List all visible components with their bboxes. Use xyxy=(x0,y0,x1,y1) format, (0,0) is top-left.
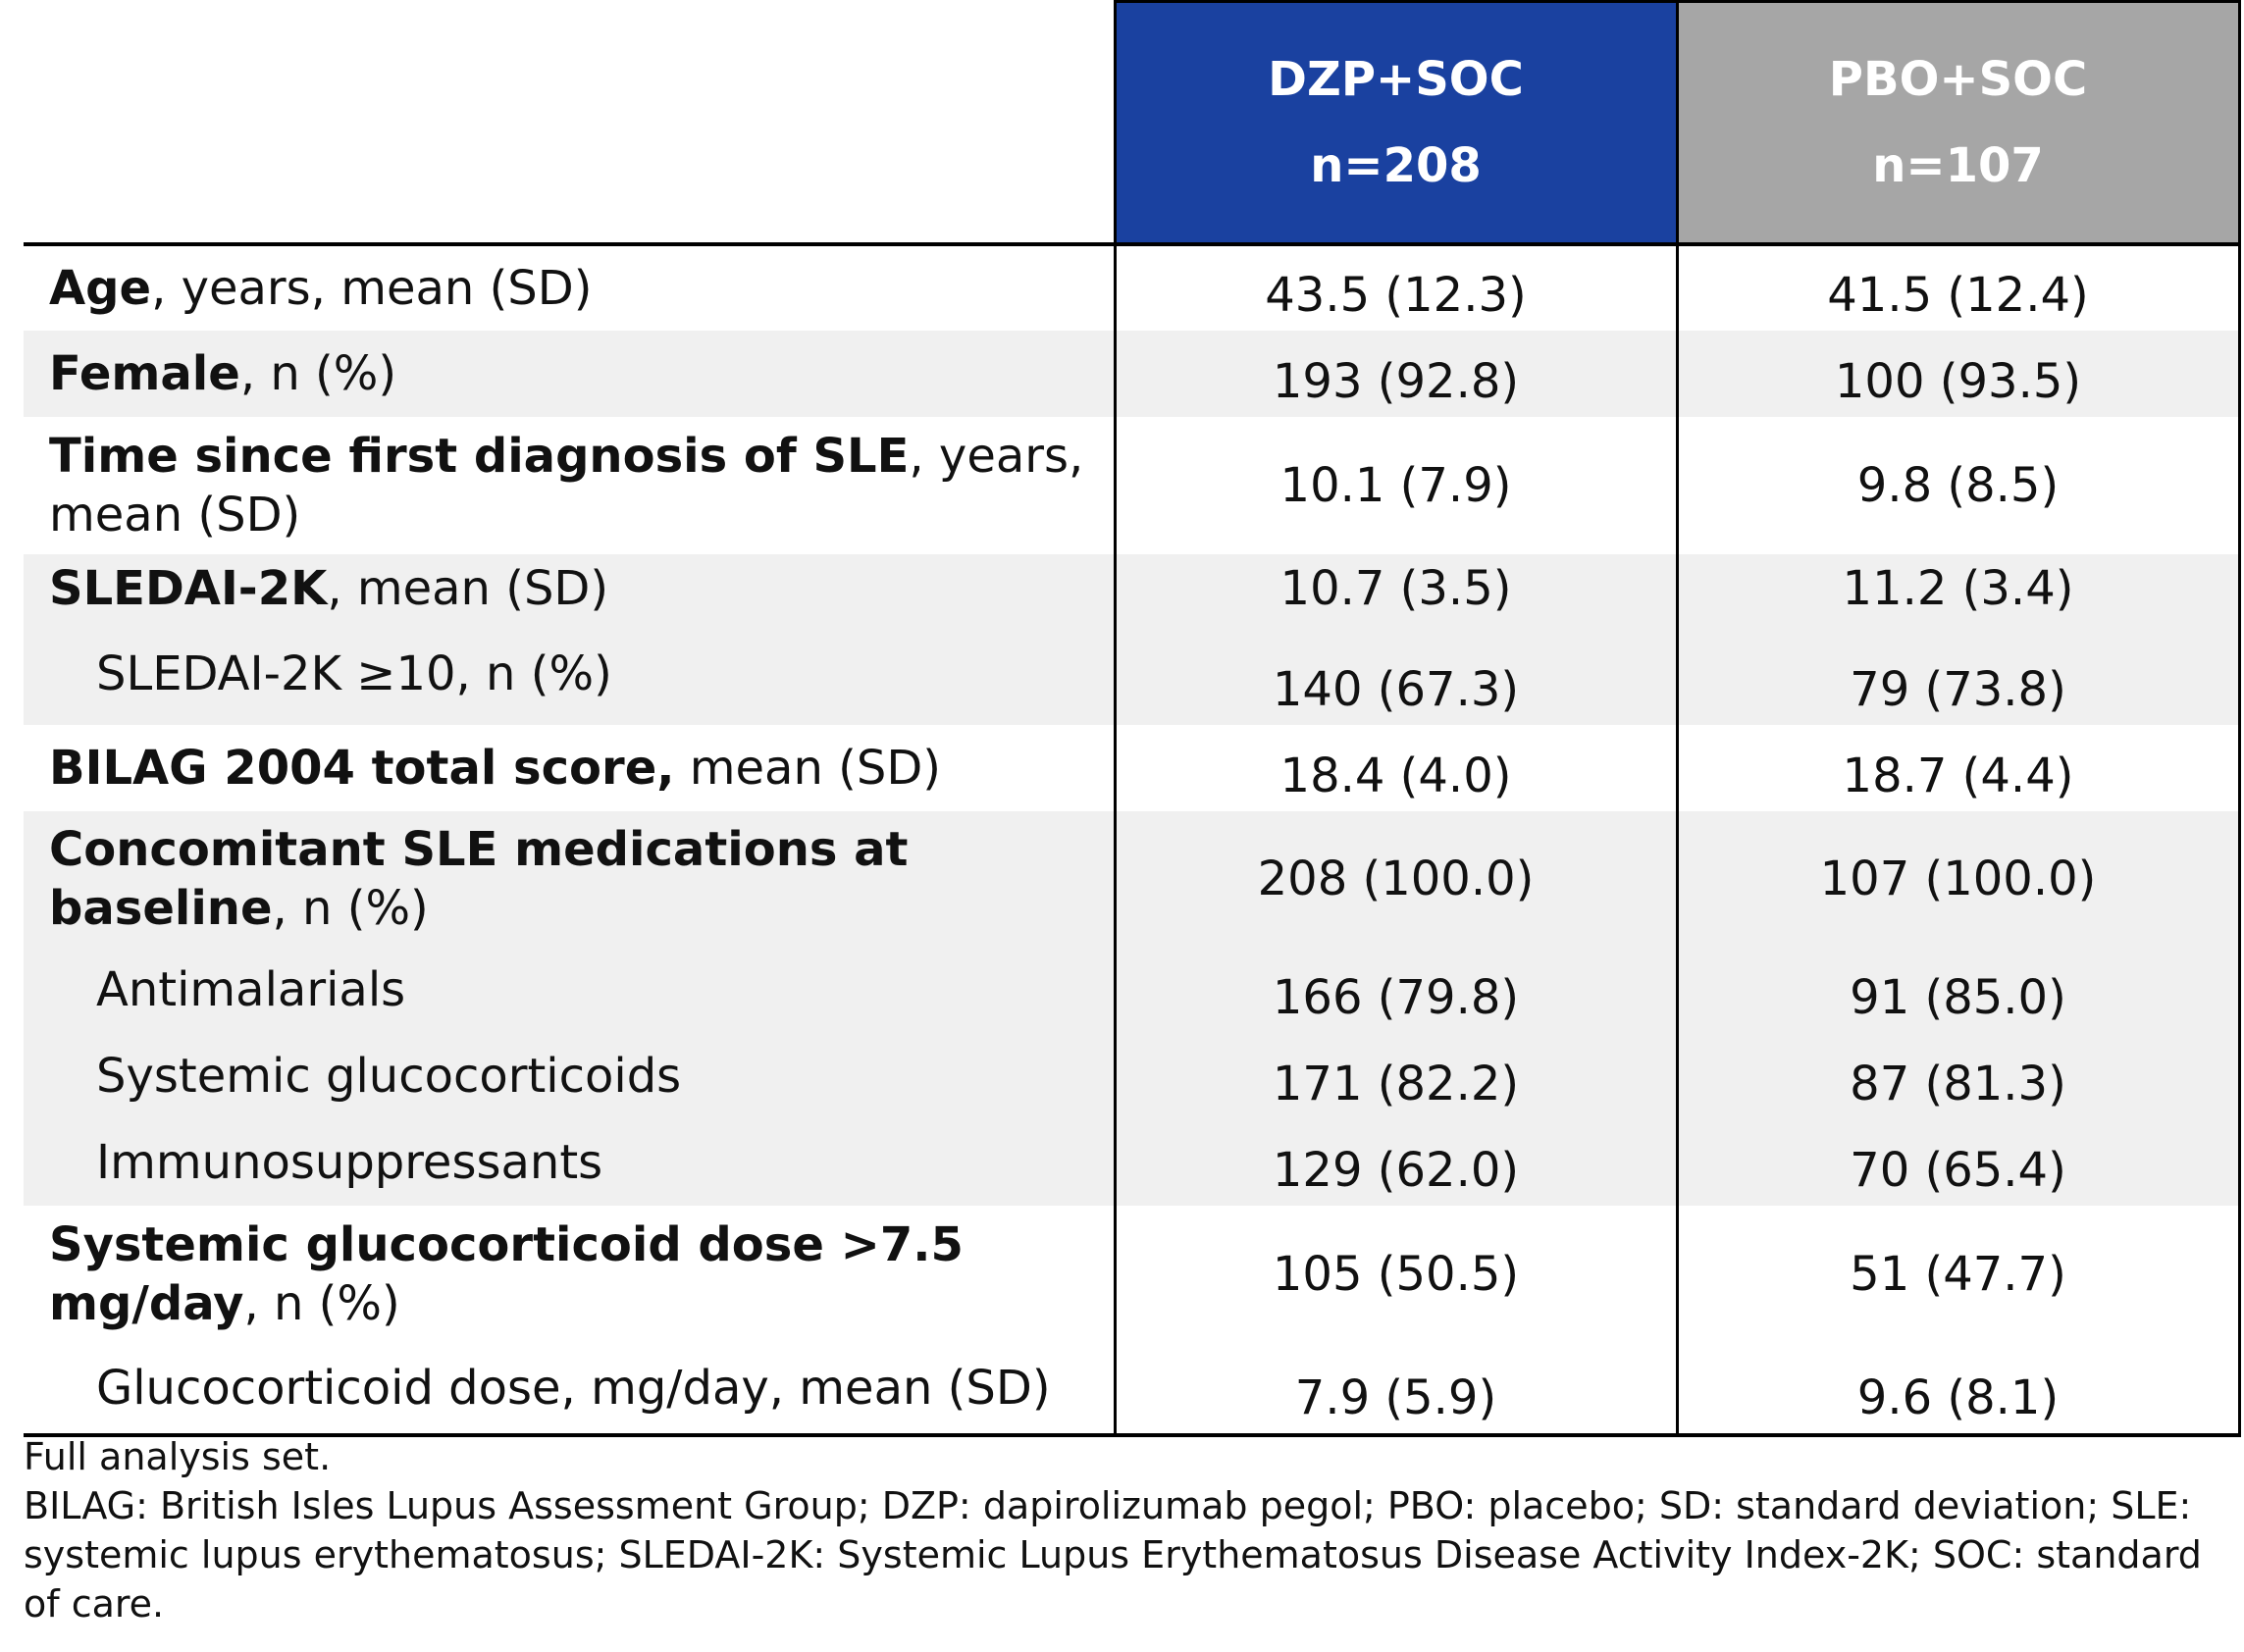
row-label-text: Immunosuppressants xyxy=(96,1135,603,1190)
row-label-text: , years, mean (SD) xyxy=(151,261,593,316)
row-label-text: mean (SD) xyxy=(674,741,942,796)
cell-dzp-soc: 10.1 (7.9) xyxy=(1115,417,1677,554)
cell-pbo-soc: 41.5 (12.4) xyxy=(1677,244,2239,331)
table-row xyxy=(24,623,2239,725)
table-row xyxy=(24,725,2239,811)
footnote-analysis-set: Full analysis set. xyxy=(24,1435,332,1478)
table-row xyxy=(24,331,2239,417)
row-label-text: , years, mean (SD) xyxy=(49,429,1084,542)
table-row xyxy=(24,244,2239,331)
row-label xyxy=(24,554,1115,623)
row-label xyxy=(24,1119,1115,1206)
cell-dzp-soc: 193 (92.8) xyxy=(1115,331,1677,417)
row-label-bold: BILAG 2004 total score, xyxy=(49,741,675,796)
table-row xyxy=(24,554,2239,623)
table-header xyxy=(24,2,2239,245)
cell-dzp-soc: 166 (79.8) xyxy=(1115,947,1677,1033)
cell-dzp-soc: 140 (67.3) xyxy=(1115,623,1677,725)
row-label xyxy=(24,623,1115,725)
cell-pbo-soc: 9.8 (8.5) xyxy=(1677,417,2239,554)
footnotes xyxy=(24,1432,2221,1628)
row-label-bold: Female xyxy=(49,346,240,401)
row-label-text: SLEDAI-2K ≥10, n (%) xyxy=(96,646,612,701)
column-name: PBO+SOC xyxy=(1828,52,2088,107)
row-label-bold: Time since first diagnosis of SLE xyxy=(49,429,910,484)
cell-pbo-soc: 9.6 (8.1) xyxy=(1677,1343,2239,1435)
row-label xyxy=(24,1206,1115,1343)
row-label xyxy=(24,811,1115,947)
table-row xyxy=(24,947,2239,1033)
row-label-text: , n (%) xyxy=(243,1276,400,1331)
row-label xyxy=(24,417,1115,554)
row-label-bold: SLEDAI-2K xyxy=(49,561,328,616)
cell-dzp-soc: 18.4 (4.0) xyxy=(1115,725,1677,811)
row-label-bold: Age xyxy=(49,261,152,316)
table-body xyxy=(24,244,2239,1435)
column-header-dzp xyxy=(1115,2,1677,245)
cell-pbo-soc: 91 (85.0) xyxy=(1677,947,2239,1033)
cell-pbo-soc: 79 (73.8) xyxy=(1677,623,2239,725)
column-n: n=107 xyxy=(1872,138,2044,193)
row-label xyxy=(24,1033,1115,1119)
cell-pbo-soc: 11.2 (3.4) xyxy=(1677,554,2239,623)
row-label xyxy=(24,947,1115,1033)
cell-pbo-soc: 51 (47.7) xyxy=(1677,1206,2239,1343)
table-row xyxy=(24,1343,2239,1435)
cell-pbo-soc: 107 (100.0) xyxy=(1677,811,2239,947)
cell-dzp-soc: 208 (100.0) xyxy=(1115,811,1677,947)
cell-pbo-soc: 100 (93.5) xyxy=(1677,331,2239,417)
table-row xyxy=(24,1206,2239,1343)
column-header-pbo xyxy=(1677,2,2239,245)
baseline-characteristics-table xyxy=(24,0,2241,1437)
table-row xyxy=(24,417,2239,554)
cell-dzp-soc: 10.7 (3.5) xyxy=(1115,554,1677,623)
cell-dzp-soc: 129 (62.0) xyxy=(1115,1119,1677,1206)
cell-pbo-soc: 70 (65.4) xyxy=(1677,1119,2239,1206)
column-n: n=208 xyxy=(1310,138,1482,193)
cell-dzp-soc: 105 (50.5) xyxy=(1115,1206,1677,1343)
row-label xyxy=(24,244,1115,331)
row-label xyxy=(24,725,1115,811)
row-label xyxy=(24,331,1115,417)
row-label xyxy=(24,1343,1115,1435)
cell-pbo-soc: 87 (81.3) xyxy=(1677,1033,2239,1119)
cell-dzp-soc: 43.5 (12.3) xyxy=(1115,244,1677,331)
row-label-bold: Concomitant SLE medications at baseline xyxy=(49,822,909,936)
table-row xyxy=(24,1033,2239,1119)
row-label-text: Systemic glucocorticoids xyxy=(96,1049,682,1104)
row-label-text: , mean (SD) xyxy=(327,561,609,616)
cell-pbo-soc: 18.7 (4.4) xyxy=(1677,725,2239,811)
row-label-text: Glucocorticoid dose, mg/day, mean (SD) xyxy=(96,1361,1051,1416)
row-label-text: , n (%) xyxy=(272,881,429,936)
table-row xyxy=(24,811,2239,947)
cell-dzp-soc: 171 (82.2) xyxy=(1115,1033,1677,1119)
cell-dzp-soc: 7.9 (5.9) xyxy=(1115,1343,1677,1435)
column-name: DZP+SOC xyxy=(1268,52,1524,107)
row-label-bold: Systemic glucocorticoid dose >7.5 mg/day xyxy=(49,1217,964,1331)
header-blank-cell xyxy=(24,2,1115,245)
table-row xyxy=(24,1119,2239,1206)
footnote-abbreviations: BILAG: British Isles Lupus Assessment Group; DZP: dapirolizumab pegol; PBO: placebo; SD: standard deviation; SLE: systemic lupus erythematosus; SLEDAI-2K: Systemic Lupus Erythematosus Disease Activity Index-2K; SOC: standard of care. xyxy=(24,1484,2202,1626)
row-label-text: Antimalarials xyxy=(96,962,406,1017)
row-label-text: , n (%) xyxy=(239,346,397,401)
